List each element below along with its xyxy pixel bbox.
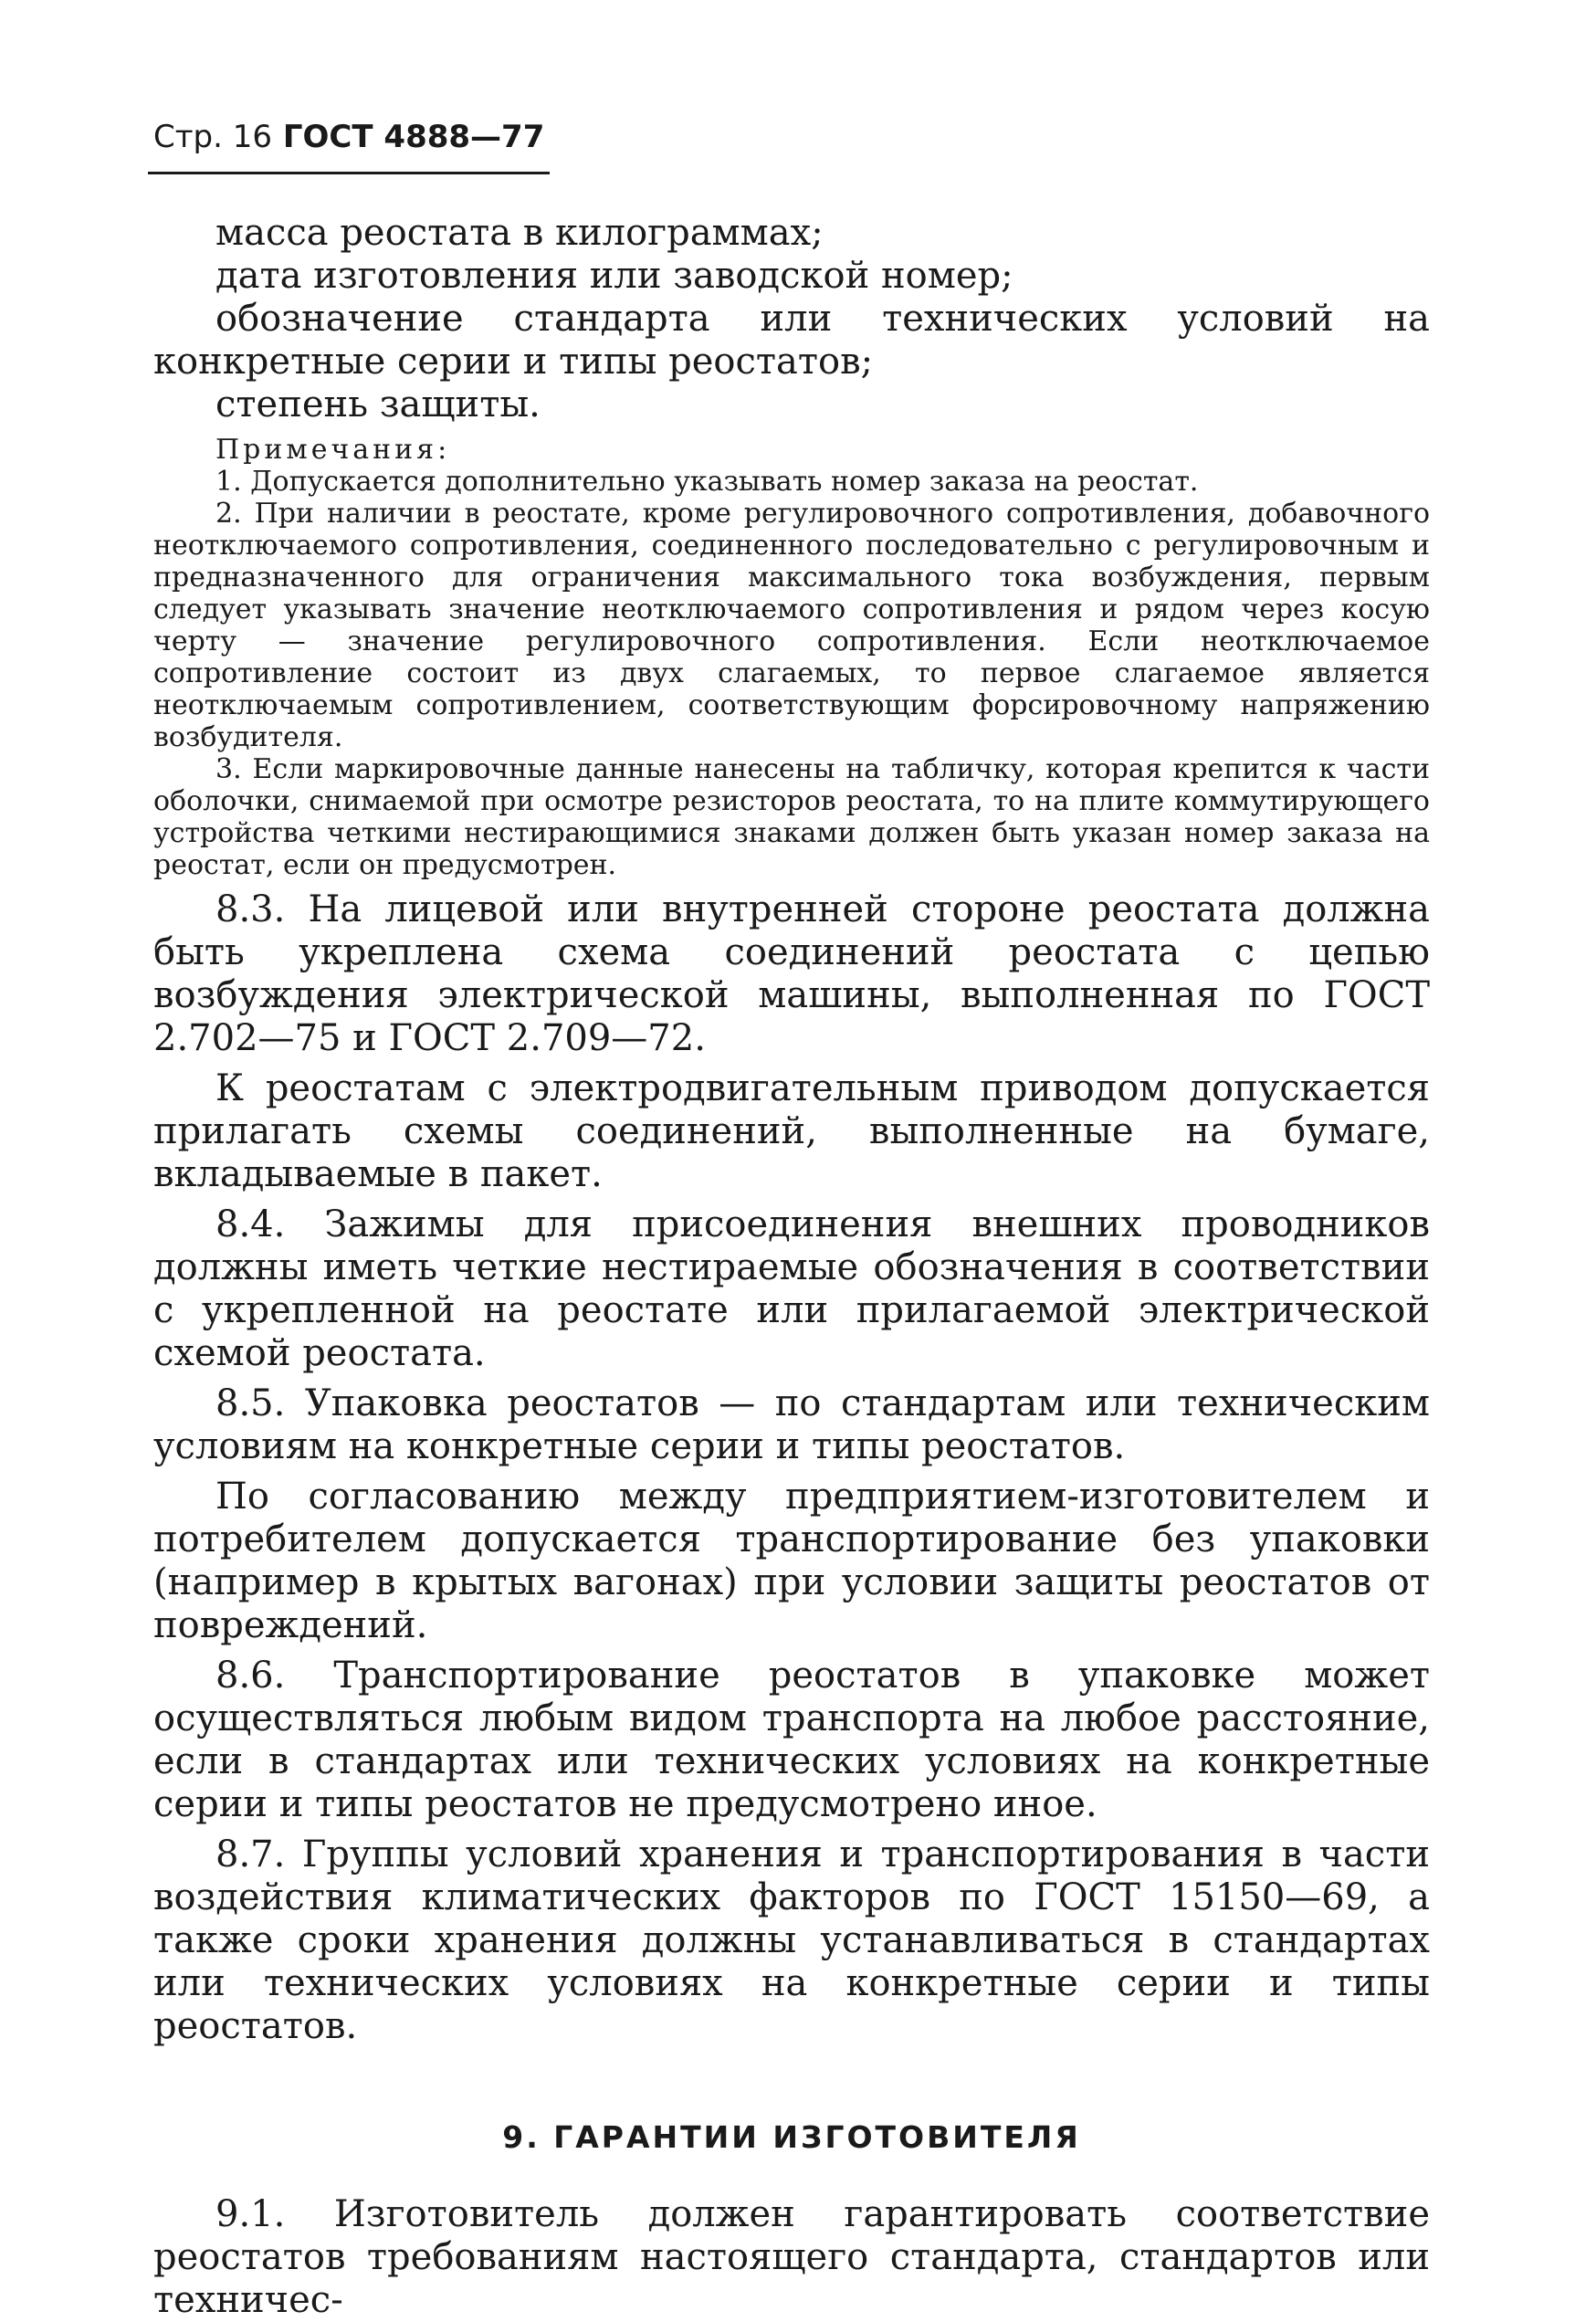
note-item: 2. При наличии в реостате, кроме регулировочного сопротивления, добавочного неотключаемого сопротивления, соединенного последовательно с регулировочным и предназначенного для ограничения максимального тока возбуждения, первым следует указывать значение неотключаемого сопротивления и рядом через косую черту — значение регулировочного сопротивления. Если неотключаемое сопротивление состоит из двух слагаемых, то первое слагаемое является неотключаемым сопротивлением, соответствующим форсировочному напряжению возбудителя. (153, 498, 1430, 753)
list-item: дата изготовления или заводской номер; (215, 255, 1013, 297)
section-9-body (153, 2193, 1430, 2322)
clause-9-1: 9.1. Изготовитель должен гарантировать соответствие реостатов требованиям настоящего стандарта, стандартов или техничес- (153, 2193, 1430, 2321)
list-item: обозначение стандарта или технических условий на конкретные серии и типы реостатов; (153, 298, 1430, 383)
note-item: 1. Допускается дополнительно указывать номер заказа на реостат. (215, 466, 1199, 498)
notes-block (153, 434, 1430, 881)
document-body (153, 212, 1430, 2322)
list-item: масса реостата в килограммах; (215, 212, 824, 254)
clause-8-5: 8.5. Упаковка реостатов — по стандартам или техническим условиям на конкретные серии и типы реостатов. (153, 1382, 1430, 1467)
list-item: степень защиты. (215, 383, 541, 426)
clause-8-7: 8.7. Группы условий хранения и транспортирования в части воздействия климатических факторов по ГОСТ 15150—69, а также сроки хранения должны устанавливаться в стандартах или технических условиях на конкретные серии и типы реостатов. (153, 1833, 1430, 2047)
clauses (153, 888, 1430, 2048)
clause-8-6: 8.6. Транспортирование реостатов в упаковке может осуществляться любым видом транспорта на любое расстояние, если в стандартах или технических условиях на конкретные серии и типы реостатов не предусмотрено иное. (153, 1655, 1430, 1825)
clause-8-4: 8.4. Зажимы для присоединения внешних проводников должны иметь четкие нестираемые обозначения в соответствии с укрепленной на реостате или прилагаемой электрической схемой реостата. (153, 1203, 1430, 1374)
page-number: Стр. 16 (153, 119, 273, 155)
standard-designation: ГОСТ 4888—77 (282, 119, 545, 155)
note-item: 3. Если маркировочные данные нанесены на табличку, которая крепится к части оболочки, снимаемой при осмотре резисторов реостата, то на плите коммутирующего устройства четкими нестирающимися знаками должен быть указан номер заказа на реостат, если он предусмотрен. (153, 753, 1430, 881)
clause-8-3: 8.3. На лицевой или внутренней стороне реостата должна быть укреплена схема соединений реостата с цепью возбуждения электрической машины, выполненная по ГОСТ 2.702—75 и ГОСТ 2.709—72. (153, 888, 1430, 1059)
clause-8-5-continuation: По согласованию между предприятием-изготовителем и потребителем допускается транспортирование без упаковки (например в крытых вагонах) при условии защиты реостатов от повреждений. (153, 1476, 1430, 1646)
section-heading: 9. ГАРАНТИИ ИЗГОТОВИТЕЛЯ (502, 2119, 1081, 2155)
clause-8-3-continuation: К реостатам с электродвигательным приводом допускается прилагать схемы соединений, выполненные на бумаге, вкладываемые в пакет. (153, 1067, 1430, 1195)
page-header (153, 119, 544, 155)
header-rule (148, 172, 550, 174)
notes-title: Примечания: (215, 434, 451, 466)
marking-list (153, 212, 1430, 426)
